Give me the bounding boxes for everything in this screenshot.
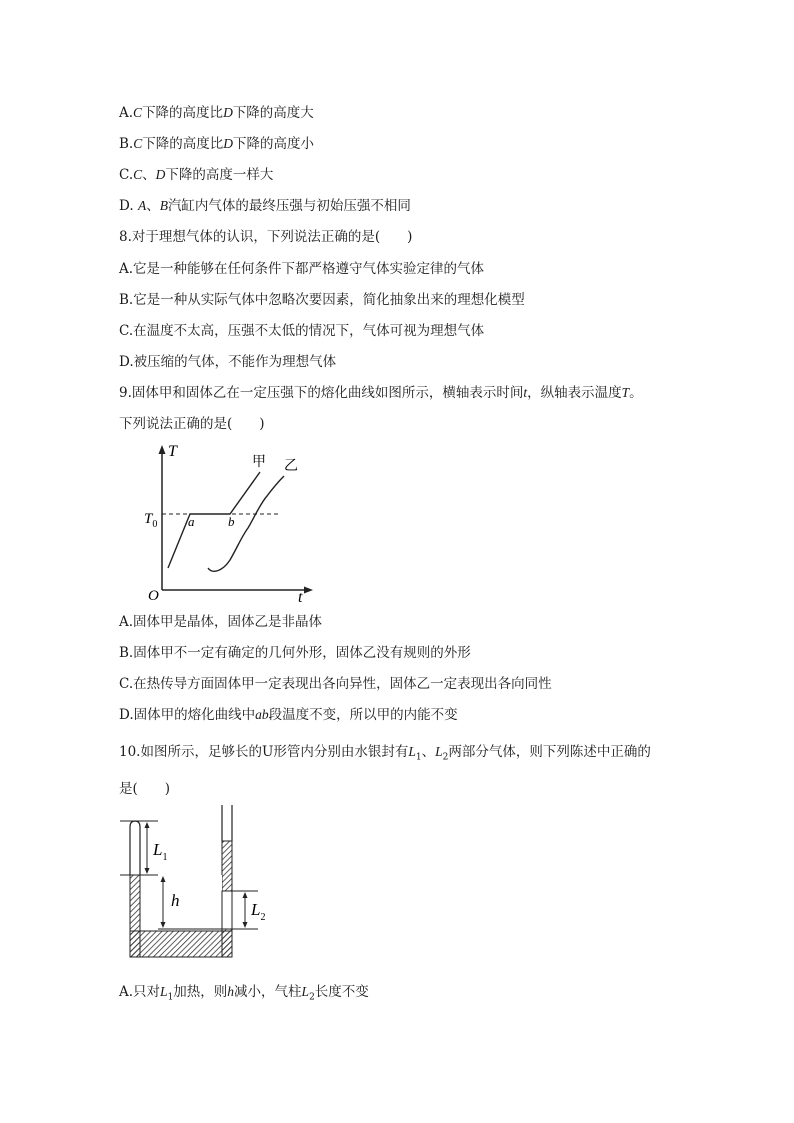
stem-text: ，纵轴表示温度 <box>527 385 622 401</box>
h-label: h <box>171 891 180 910</box>
q9-option-c: C.在热传导方面固体甲一定表现出各向异性，固体乙一定表现出各向同性 <box>119 676 552 692</box>
y-axis-label: T <box>168 443 177 460</box>
point-a-label: a <box>188 514 195 529</box>
point-b-label: b <box>228 514 235 529</box>
q8-option-c: C.在温度不太高，压强不太低的情况下，气体可视为理想气体 <box>119 323 485 339</box>
stem-text: 两部分气体，则下列陈述中正确的 <box>448 744 651 760</box>
q7-option-d <box>119 197 411 215</box>
q8-stem: 8.对于理想气体的认识，下列说法正确的是( ) <box>119 229 413 245</box>
l2-label: $L_2$ <box>251 900 266 923</box>
separator: 、 <box>421 744 436 760</box>
q9-option-d <box>119 706 458 724</box>
var-h: h <box>227 984 235 999</box>
option-letter: B. <box>119 136 134 152</box>
option-text: 段温度不变，所以甲的内能不变 <box>268 707 458 723</box>
melting-curve-figure <box>140 440 320 605</box>
option-text: 下降的高度小 <box>232 136 314 152</box>
var-T: T <box>621 385 630 400</box>
q8-option-a: A.它是一种能够在任何条件下都严格遵守气体实验定律的气体 <box>119 261 485 277</box>
q9-option-b: B.固体甲不一定有确定的几何外形，固体乙没有规则的外形 <box>119 645 471 661</box>
curve-jia <box>168 472 260 568</box>
origin-label: O <box>148 588 159 604</box>
option-text: 减小，气柱 <box>234 984 302 1000</box>
u-tube-figure <box>118 805 278 965</box>
subscript: 1 <box>415 752 422 763</box>
var-c: C <box>133 105 143 120</box>
var-t: t <box>523 385 528 400</box>
var-c: C <box>133 136 143 151</box>
q7-option-b <box>119 135 314 153</box>
q7-option-c <box>119 166 273 184</box>
option-letter: C. <box>119 167 134 183</box>
var-d: D <box>223 105 233 120</box>
option-text: 加热，则 <box>173 984 228 1000</box>
curve-yi <box>208 476 284 571</box>
var-c: C <box>133 167 143 182</box>
var-l2: L <box>435 744 443 759</box>
y-axis-arrow <box>159 445 166 454</box>
q9-option-a: A.固体甲是晶体，固体乙是非晶体 <box>119 614 323 630</box>
x-axis-arrow <box>304 587 313 594</box>
q10-stem-line2: 是( ) <box>119 781 171 797</box>
q7-option-a <box>119 104 314 122</box>
var-l1: L <box>408 744 416 759</box>
q9-stem-line2: 下列说法正确的是( ) <box>119 416 265 432</box>
x-axis-label: t <box>298 589 303 605</box>
q8-option-b: B.它是一种从实际气体中忽略次要因素，简化抽象出来的理想化模型 <box>119 292 525 308</box>
var-ab: ab <box>255 707 269 722</box>
option-letter: A. <box>119 105 134 121</box>
var-a: A <box>137 198 147 213</box>
mercury-bottom <box>130 931 232 957</box>
subscript: 2 <box>309 992 315 1003</box>
q10-option-a <box>119 983 369 1007</box>
option-text: 下降的高度比 <box>142 136 224 152</box>
q8-option-d: D.被压缩的气体，不能作为理想气体 <box>119 354 337 370</box>
stem-text: 9.固体甲和固体乙在一定压强下的熔化曲线如图所示，横轴表示时间 <box>119 385 524 401</box>
q10-stem <box>119 743 651 767</box>
stem-text: 10.如图所示，足够长的U形管内分别由水银封有 <box>119 744 409 760</box>
option-text: A.只对 <box>119 984 161 1000</box>
option-text: 汽缸内气体的最终压强与初始压强不相同 <box>167 198 411 214</box>
stem-text: 。 <box>629 385 643 401</box>
option-text: 下降的高度一样大 <box>165 167 274 183</box>
var-b: B <box>159 198 168 213</box>
left-tube-closed-top <box>130 821 140 875</box>
option-text: D.固体甲的熔化曲线中 <box>119 707 256 723</box>
separator: 、 <box>142 167 156 183</box>
var-l2: L <box>301 984 310 999</box>
subscript: 2 <box>442 752 449 763</box>
inner-channel <box>140 875 222 931</box>
option-text: 下降的高度大 <box>232 105 314 121</box>
separator: 、 <box>146 198 160 214</box>
t0-label: $T_0$ <box>144 511 158 530</box>
q9-stem <box>119 384 643 402</box>
option-letter: D. <box>119 198 138 214</box>
label-jia: 甲 <box>252 455 266 470</box>
var-d: D <box>155 167 166 182</box>
option-text: 下降的高度比 <box>142 105 224 121</box>
var-l1: L <box>160 984 168 999</box>
subscript: 1 <box>167 992 174 1003</box>
l1-label: $L_1$ <box>153 840 168 863</box>
gas-pocket-l2 <box>222 891 232 929</box>
option-text: 长度不变 <box>314 984 369 1000</box>
var-d: D <box>223 136 233 151</box>
label-yi: 乙 <box>284 459 298 474</box>
